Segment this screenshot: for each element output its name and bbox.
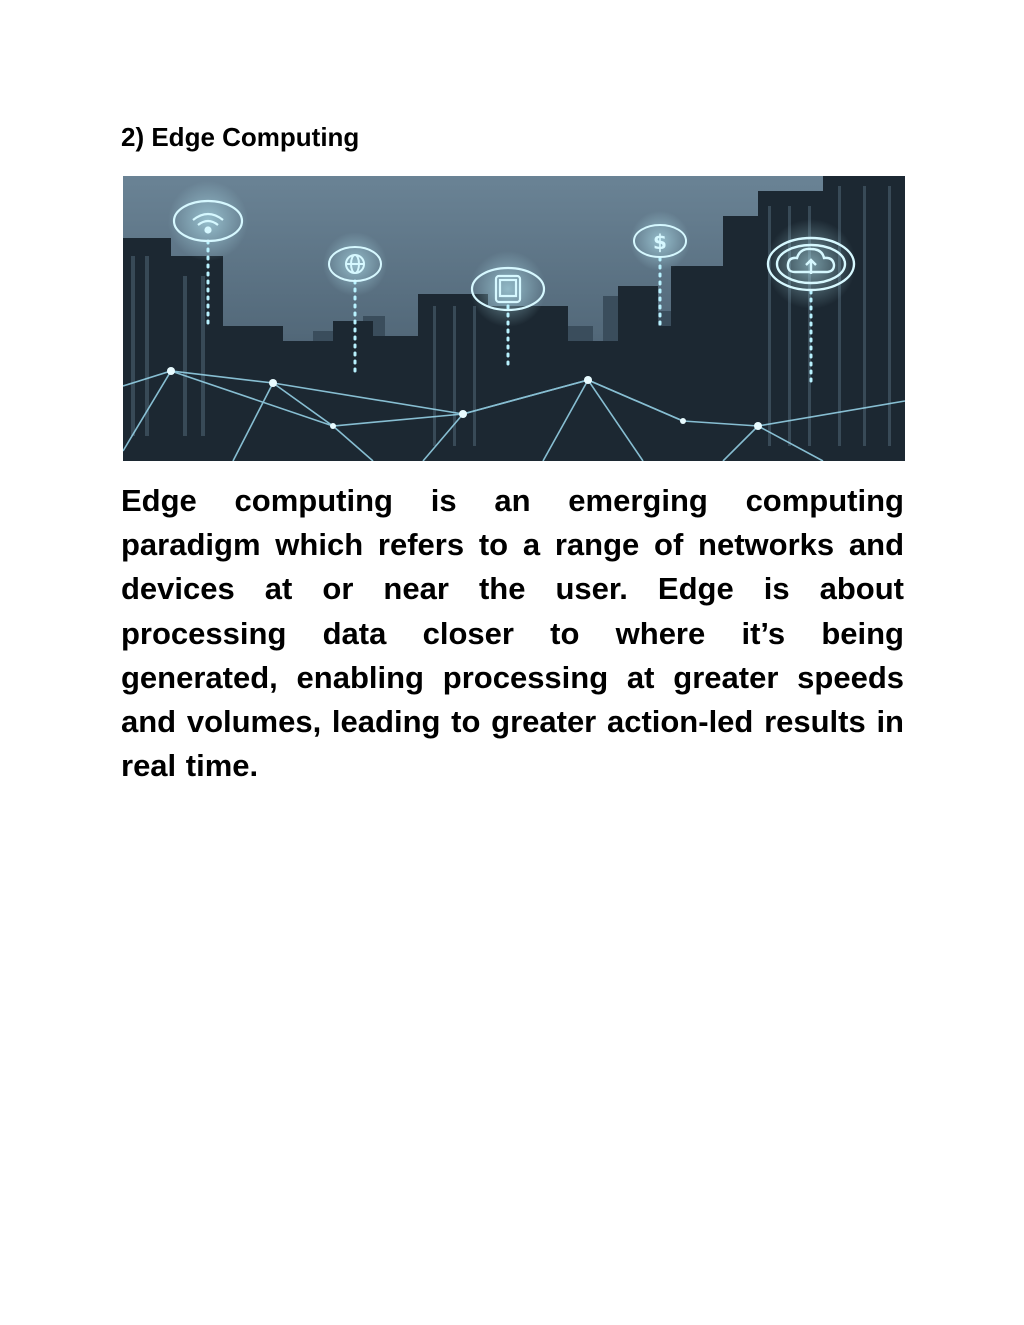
city-network-image (123, 176, 905, 461)
body-paragraph: Edge computing is an emerging computing paradigm which refers to a range of networks and devices at or near the user. Edge is about processing data closer to where it’s being generated, enabling processing at greater speeds and volumes, leading to greater action-led results in real time. (121, 483, 904, 784)
section-heading: 2) Edge Computing (121, 122, 360, 152)
svg-text:$: $ (653, 230, 667, 254)
edge-computing-illustration (123, 176, 905, 461)
